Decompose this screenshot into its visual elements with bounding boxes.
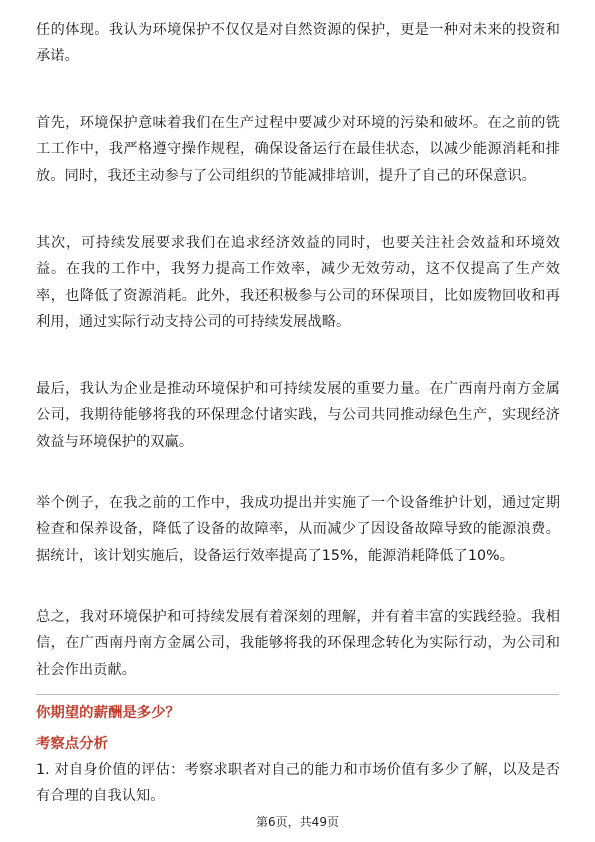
paragraph-conclusion: 总之，我对环境保护和可持续发展有着深刻的理解，并有着丰富的实践经验。我相信，在广西南丹南方金属公司，我能够将我的环保理念转化为实际行动，为公司和社会作出贡献。 xyxy=(36,609,560,678)
paragraph-example: 举个例子，在我之前的工作中，我成功提出并实施了一个设备维护计划，通过定期检查和保养设备，降低了设备的故障率，从而减少了因设备故障导致的能源浪费。据统计，该计划实施后，设备运行效率提高了15%，能源消耗降低了10%。 xyxy=(36,495,560,564)
paragraph-third-point: 最后，我认为企业是推动环境保护和可持续发展的重要力量。在广西南丹南方金属公司，我期待能够将我的环保理念付诸实践，与公司共同推动绿色生产，实现经济效益与环境保护的双赢。 xyxy=(36,381,560,450)
question-title: 你期望的薪酬是多少？ xyxy=(36,705,180,721)
analysis-point-1: 1. 对自身价值的评估：考察求职者对自己的能力和市场价值有多少了解，以及是否有合理的自我认知。 xyxy=(36,762,560,805)
paragraph-second-point: 其次，可持续发展要求我们在追求经济效益的同时，也要关注社会效益和环境效益。在我的工作中，我努力提高工作效率，减少无效劳动，这不仅提高了生产效率，也降低了资源消耗。此外，我还积极参与公司的环保项目，比如废物回收和再利用，通过实际行动支持公司的可持续发展战略。 xyxy=(36,235,560,331)
paragraph-first-point: 首先，环境保护意味着我们在生产过程中要减少对环境的污染和破坏。在之前的铣工工作中，我严格遵守操作规程，确保设备运行在最佳状态，以减少能源消耗和排放。同时，我还主动参与了公司组织的节能减排培训，提升了自己的环保意识。 xyxy=(36,115,560,184)
paragraph-intro-continued: 任的体现。我认为环境保护不仅仅是对自然资源的保护，更是一种对未来的投资和承诺。 xyxy=(36,22,560,65)
page-number-footer: 第6页，共49页 xyxy=(256,815,339,829)
analysis-heading: 考察点分析 xyxy=(36,736,108,752)
section-divider xyxy=(36,694,559,695)
